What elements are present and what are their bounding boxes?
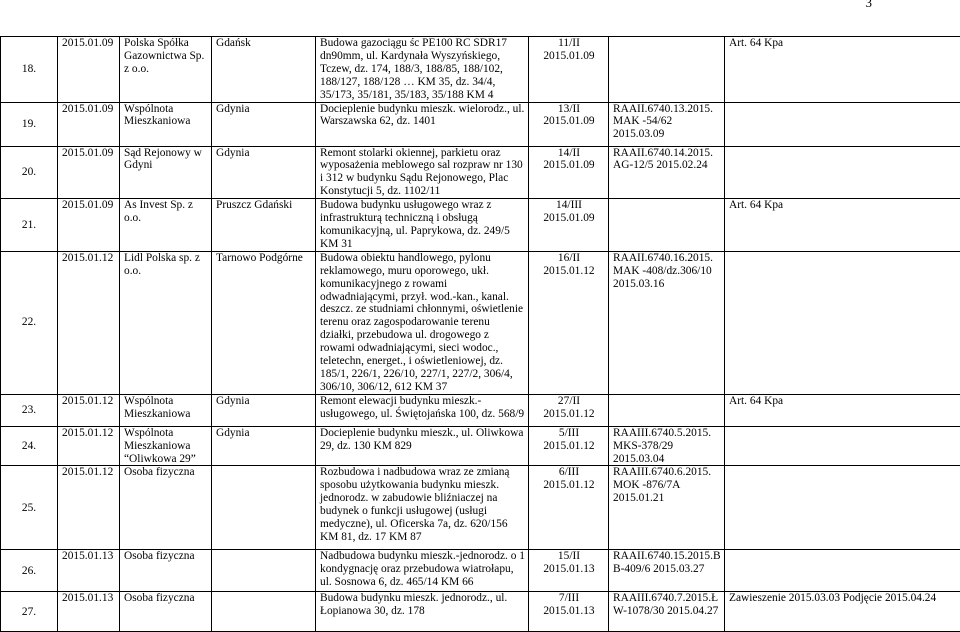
decision-reference: [609, 199, 725, 252]
decision-reference: RAAII.6740.14.2015.AG-12/5 2015.02.24: [609, 146, 725, 199]
signature-number: 11/II: [533, 37, 605, 50]
submission-date: 2015.01.09: [58, 102, 120, 146]
decision-reference: RAAII.6740.15.2015.BB-409/6 2015.03.27: [609, 550, 725, 592]
project-description: Budowa budynku mieszk. jednorodz., ul. Łopianowa 30, dz. 178: [316, 592, 529, 632]
submission-date: 2015.01.12: [58, 394, 120, 426]
signature-date: 2015.01.12: [533, 479, 605, 492]
submission-date: 2015.01.09: [58, 199, 120, 252]
decision-reference: [609, 394, 725, 426]
investor-name: Osoba fizyczna: [120, 466, 212, 550]
row-number: 25.: [1, 466, 58, 550]
case-signature: [529, 37, 609, 103]
signature-date: 2015.01.13: [533, 605, 605, 618]
signature-date: 2015.01.13: [533, 563, 605, 576]
project-description: Budowa obiektu handlowego, pylonu reklamowego, muru oporowego, ukł. komunikacyjnego z rowami odwadniającymi, przył. wod.-kan., kanal. deszcz. ze studniami chłonnymi, oświetlenie terenu oraz zagospodarowanie terenu działki, przebudowa ul. drogowego z rowami odwadniającymi, sieci wodoc., teletechn, energet., i oświetleniowej, dz. 185/1, 226/1, 226/10, 227/1, 227/2, 306/4, 306/10, 306/12, 612 KM 37: [316, 251, 529, 394]
case-signature: [529, 394, 609, 426]
submission-date: 2015.01.13: [58, 550, 120, 592]
signature-number: 16/II: [533, 252, 605, 265]
location: [212, 592, 316, 632]
row-number: 27.: [1, 592, 58, 632]
row-number: 23.: [1, 394, 58, 426]
table-row: [1, 550, 960, 592]
row-number: 19.: [1, 102, 58, 146]
decision-note: Art. 64 Kpa: [725, 394, 960, 426]
location: [212, 550, 316, 592]
decision-note: Art. 64 Kpa: [725, 37, 960, 103]
signature-number: 14/II: [533, 147, 605, 160]
signature-date: 2015.01.12: [533, 408, 605, 421]
row-number: 22.: [1, 251, 58, 394]
case-signature: [529, 199, 609, 252]
decision-note: [725, 251, 960, 394]
signature-date: 2015.01.09: [533, 212, 605, 225]
investor-name: Osoba fizyczna: [120, 550, 212, 592]
signature-number: 13/II: [533, 103, 605, 116]
case-signature: [529, 550, 609, 592]
project-description: Docieplenie budynku mieszk., ul. Oliwkowa 29, dz. 130 KM 829: [316, 426, 529, 466]
investor-name: Wspólnota Mieszkaniowa “Oliwkowa 29”: [120, 426, 212, 466]
table-row: [1, 102, 960, 146]
decision-reference: RAAIII.6740.5.2015.MKS-378/29 2015.03.04: [609, 426, 725, 466]
row-number: 18.: [1, 37, 58, 103]
decision-reference: RAAII.6740.16.2015.MAK -408/dz.306/10 2015.03.16: [609, 251, 725, 394]
location: Gdynia: [212, 426, 316, 466]
project-description: Docieplenie budynku mieszk. wielorodz., ul. Warszawska 62, dz. 1401: [316, 102, 529, 146]
project-description: Budowa budynku usługowego wraz z infrastrukturą techniczną i obsługą komunikacyjną, ul. Paprykowa, dz. 249/5 KM 31: [316, 199, 529, 252]
investor-name: As Invest Sp. z o.o.: [120, 199, 212, 252]
signature-number: 14/III: [533, 199, 605, 212]
table-row: [1, 466, 960, 550]
table-row: [1, 394, 960, 426]
submission-date: 2015.01.13: [58, 592, 120, 632]
table-row: [1, 426, 960, 466]
investor-name: Osoba fizyczna: [120, 592, 212, 632]
project-description: Budowa gazociągu śc PE100 RC SDR17 dn90mm, ul. Kardynała Wyszyńskiego, Tczew, dz. 174, 188/3, 188/85, 188/102, 188/127, 188/128 … KM 35, dz. 34/4, 35/173, 35/181, 35/183, 35/188 KM 4: [316, 37, 529, 103]
investor-name: Wspólnota Mieszkaniowa: [120, 102, 212, 146]
investor-name: Polska Spółka Gazownictwa Sp. z o.o.: [120, 37, 212, 103]
submission-date: 2015.01.09: [58, 146, 120, 199]
submission-date: 2015.01.09: [58, 37, 120, 103]
signature-date: 2015.01.09: [533, 159, 605, 172]
investor-name: Lidl Polska sp. z o.o.: [120, 251, 212, 394]
case-signature: [529, 102, 609, 146]
case-signature: [529, 251, 609, 394]
decision-reference: RAAIII.6740.6.2015.MOK -876/7A 2015.01.21: [609, 466, 725, 550]
row-number: 24.: [1, 426, 58, 466]
signature-number: 6/III: [533, 466, 605, 479]
project-description: Remont stolarki okiennej, parkietu oraz wyposażenia meblowego sal rozpraw nr 130 i 312 w budynku Sądu Rejonowego, Plac Konstytucji 5, dz. 1102/11: [316, 146, 529, 199]
decision-note: Zawieszenie 2015.03.03 Podjęcie 2015.04.24: [725, 592, 960, 632]
table-row: [1, 199, 960, 252]
decision-note: [725, 550, 960, 592]
decision-note: Art. 64 Kpa: [725, 199, 960, 252]
table-row: [1, 146, 960, 199]
signature-number: 27/II: [533, 395, 605, 408]
case-signature: [529, 592, 609, 632]
register-table: [0, 36, 960, 632]
submission-date: 2015.01.12: [58, 251, 120, 394]
case-signature: [529, 146, 609, 199]
submission-date: 2015.01.12: [58, 426, 120, 466]
investor-name: Wspólnota Mieszkaniowa: [120, 394, 212, 426]
location: Tarnowo Podgórne: [212, 251, 316, 394]
signature-date: 2015.01.12: [533, 440, 605, 453]
signature-number: 7/III: [533, 592, 605, 605]
location: Gdańsk: [212, 37, 316, 103]
investor-name: Sąd Rejonowy w Gdyni: [120, 146, 212, 199]
project-description: Nadbudowa budynku mieszk.-jednorodz. o 1 kondygnację oraz przebudowa wiatrołapu, ul. Sosnowa 6, dz. 465/14 KM 66: [316, 550, 529, 592]
case-signature: [529, 426, 609, 466]
table-row: [1, 592, 960, 632]
row-number: 21.: [1, 199, 58, 252]
project-description: Rozbudowa i nadbudowa wraz ze zmianą sposobu użytkowania budynku mieszk. jednorodz. w zabudowie bliźniaczej na budynek o funkcji usługowej (usługi medyczne), ul. Oficerska 7a, dz. 620/156 KM 81, dz. 17 KM 87: [316, 466, 529, 550]
submission-date: 2015.01.12: [58, 466, 120, 550]
decision-note: [725, 146, 960, 199]
signature-date: 2015.01.12: [533, 265, 605, 278]
row-number: 26.: [1, 550, 58, 592]
decision-note: [725, 466, 960, 550]
decision-note: [725, 102, 960, 146]
location: [212, 466, 316, 550]
page-number: 3: [866, 0, 873, 10]
signature-date: 2015.01.09: [533, 115, 605, 128]
location: Gdynia: [212, 146, 316, 199]
table-row: [1, 251, 960, 394]
location: Gdynia: [212, 102, 316, 146]
table-row: [1, 37, 960, 103]
decision-reference: [609, 37, 725, 103]
project-description: Remont elewacji budynku mieszk.-usługowego, ul. Świętojańska 100, dz. 568/9: [316, 394, 529, 426]
decision-note: [725, 426, 960, 466]
row-number: 20.: [1, 146, 58, 199]
signature-date: 2015.01.09: [533, 50, 605, 63]
decision-reference: RAAIII.6740.7.2015.ŁW-1078/30 2015.04.27: [609, 592, 725, 632]
signature-number: 5/III: [533, 427, 605, 440]
location: Gdynia: [212, 394, 316, 426]
location: Pruszcz Gdański: [212, 199, 316, 252]
signature-number: 15/II: [533, 550, 605, 563]
case-signature: [529, 466, 609, 550]
decision-reference: RAAII.6740.13.2015.MAK -54/62 2015.03.09: [609, 102, 725, 146]
